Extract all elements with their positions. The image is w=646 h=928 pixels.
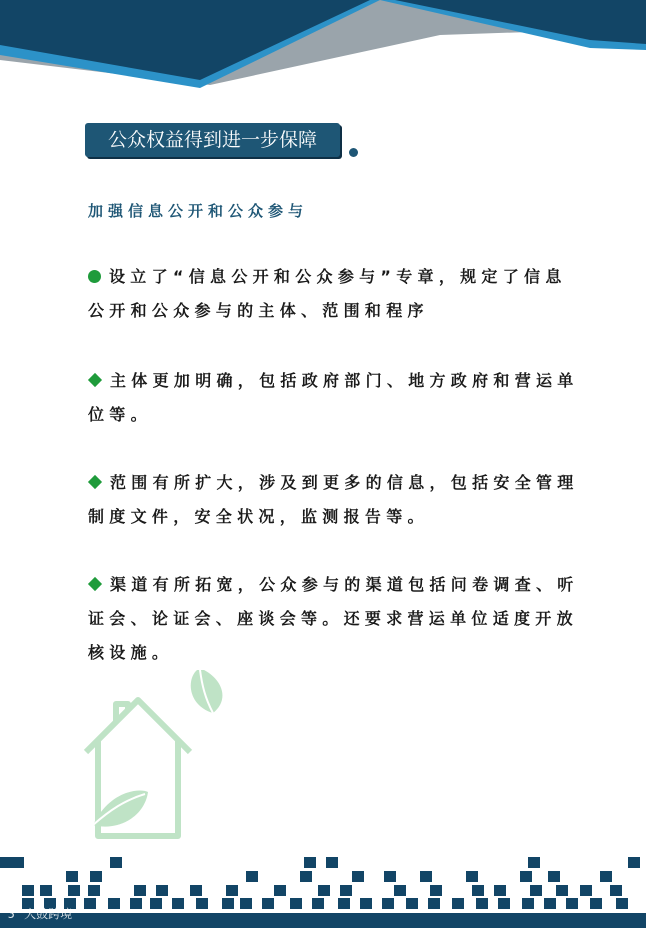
paragraph-text: 渠道有所拓宽，公众参与的渠道包括问卷调查、听证会、论证会、座谈会等。还要求营运单位适度开放核设施。 (88, 575, 579, 662)
circle-bullet-icon (88, 270, 101, 283)
pixel-block (628, 857, 640, 868)
heading-dot (349, 148, 358, 157)
diamond-bullet-icon (88, 373, 102, 387)
pixel-block (222, 898, 234, 909)
pixel-block (528, 857, 540, 868)
pixel-block (156, 885, 168, 896)
pixel-block (394, 885, 406, 896)
pixel-block (522, 898, 534, 909)
pixel-block (110, 857, 122, 868)
pixel-block (134, 885, 146, 896)
pixel-block (610, 885, 622, 896)
pixel-block (240, 898, 252, 909)
pixel-block (88, 885, 100, 896)
pixel-block (406, 898, 418, 909)
pixel-block (590, 898, 602, 909)
pixel-block (616, 898, 628, 909)
pixel-block (430, 885, 442, 896)
pixel-block (548, 871, 560, 882)
pixel-block (520, 871, 532, 882)
paragraph-text: 主体更加明确，包括政府部门、地方政府和营运单位等。 (88, 371, 579, 424)
pixel-block (566, 898, 578, 909)
pixel-block (428, 898, 440, 909)
pixel-block (172, 898, 184, 909)
pixel-block (0, 857, 12, 868)
pixel-block (108, 898, 120, 909)
watermark-logo-icon: ʖ˚ (8, 907, 22, 922)
pixel-block (318, 885, 330, 896)
section-subheading: 加强信息公开和公众参与 (88, 202, 309, 220)
paragraph-text: 范围有所扩大，涉及到更多的信息，包括安全管理制度文件，安全状况，监测报告等。 (88, 473, 579, 526)
watermark-text: 大鼓跨境 (24, 907, 73, 921)
paragraph-3 (88, 466, 583, 534)
pixel-block (196, 898, 208, 909)
pixel-block (384, 871, 396, 882)
pixel-block (556, 885, 568, 896)
diamond-bullet-icon (88, 577, 102, 591)
pixel-block (326, 857, 338, 868)
pixel-block (312, 898, 324, 909)
pixel-block (190, 885, 202, 896)
paragraph-1 (88, 260, 583, 328)
pixel-block (352, 871, 364, 882)
pixel-block (90, 871, 102, 882)
pixel-block (600, 871, 612, 882)
pixel-block-pattern (0, 857, 640, 909)
diamond-bullet-icon (88, 475, 102, 489)
pixel-block (466, 871, 478, 882)
pixel-block (304, 857, 316, 868)
leaf-icon (93, 670, 222, 827)
pixel-block (22, 885, 34, 896)
pixel-block (40, 885, 52, 896)
pixel-block (66, 871, 78, 882)
pixel-block (84, 898, 96, 909)
watermark (8, 905, 72, 922)
header-banner (0, 0, 646, 100)
pixel-block (420, 871, 432, 882)
pixel-block (300, 871, 312, 882)
pixel-block (494, 885, 506, 896)
pixel-block (472, 885, 484, 896)
pixel-block (290, 898, 302, 909)
pixel-block (150, 898, 162, 909)
pixel-block (360, 898, 372, 909)
paragraph-4 (88, 568, 583, 670)
pixel-block (476, 898, 488, 909)
pixel-block (544, 898, 556, 909)
pixel-block (338, 898, 350, 909)
footer-bar (0, 913, 646, 928)
pixel-block (452, 898, 464, 909)
pixel-block (262, 898, 274, 909)
pixel-block (130, 898, 142, 909)
pixel-block (340, 885, 352, 896)
pixel-block (12, 857, 24, 868)
pixel-block (246, 871, 258, 882)
pixel-block (68, 885, 80, 896)
pixel-block (274, 885, 286, 896)
pixel-block (226, 885, 238, 896)
pixel-block (580, 885, 592, 896)
section-heading: 公众权益得到进一步保障 (85, 123, 340, 157)
pixel-block (530, 885, 542, 896)
paragraph-text: 设立了“信息公开和公众参与”专章，规定了信息公开和公众参与的主体、范围和程序 (88, 267, 567, 320)
paragraph-2 (88, 364, 583, 432)
pixel-block (498, 898, 510, 909)
footer-decoration (0, 670, 646, 928)
pixel-block (382, 898, 394, 909)
